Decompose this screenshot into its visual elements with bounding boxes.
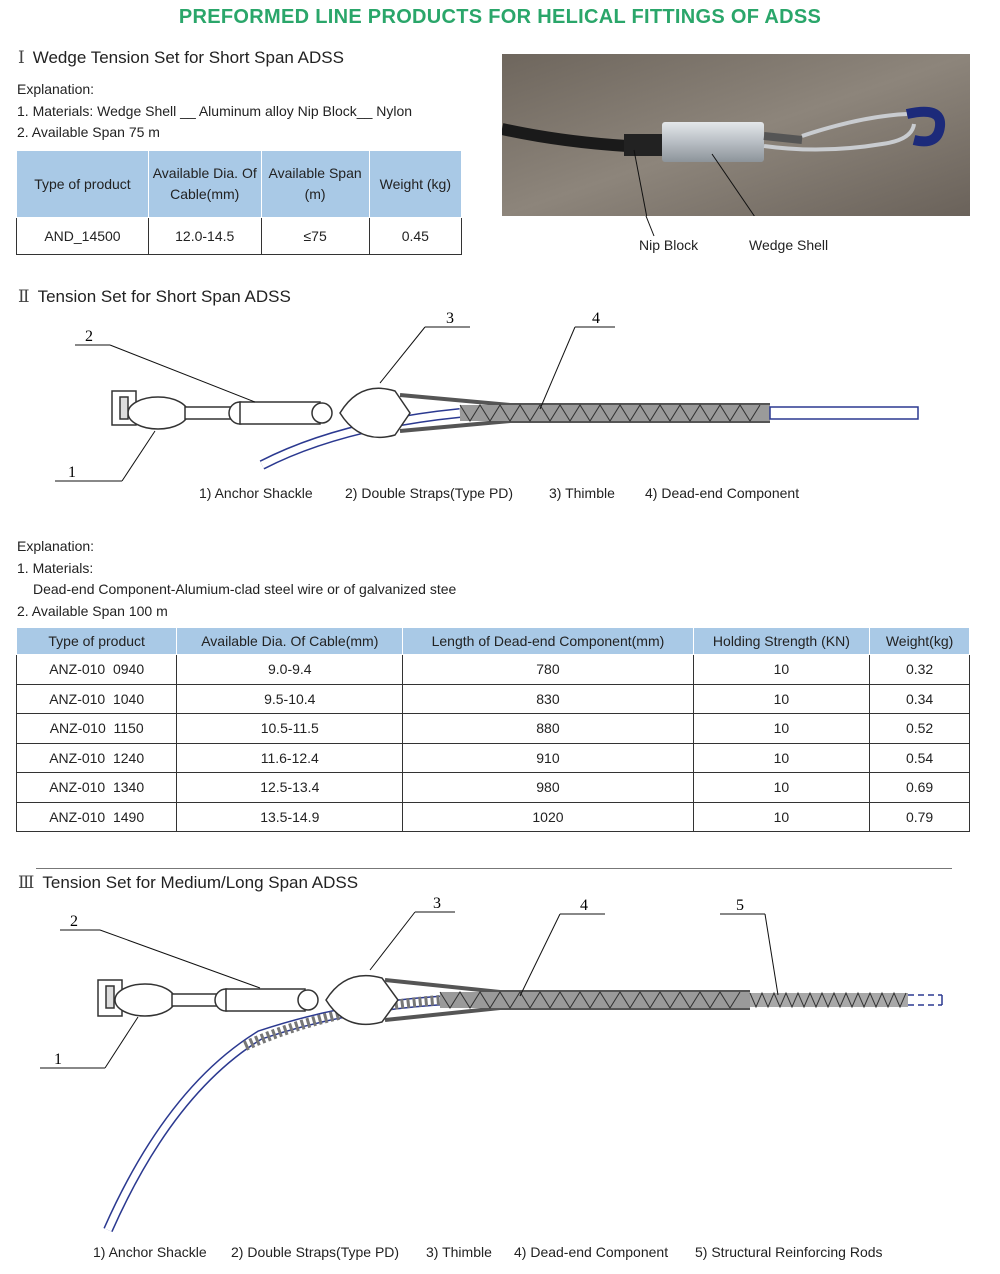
table-cell: 830 <box>403 684 693 714</box>
wedge-tension-table <box>16 150 462 255</box>
legend-3-item-4: 4) Dead-end Component <box>514 1244 669 1260</box>
long-span-tension-diagram <box>30 890 960 1240</box>
legend-3-item-2: 2) Double Straps(Type PD) <box>231 1244 400 1260</box>
table-row <box>17 743 970 773</box>
section-2-title: Tension Set for Short Span ADSS <box>37 287 291 306</box>
section-2-explanation <box>17 536 456 622</box>
section-1-explanation <box>17 79 412 144</box>
legend-2-item-3: 3) Thimble <box>549 485 615 501</box>
table-cell: 0.79 <box>870 802 970 832</box>
legend-3-item-3: 3) Thimble <box>426 1244 492 1260</box>
table-cell: 9.5-10.4 <box>177 684 403 714</box>
page-title: PREFORMED LINE PRODUCTS FOR HELICAL FITTINGS OF ADSS <box>178 6 822 28</box>
section-1-roman: Ⅰ <box>18 48 25 68</box>
table-cell: 980 <box>403 773 693 803</box>
wedge-shell-label: Wedge Shell <box>749 237 829 253</box>
table-cell: ANZ-010 1150 <box>17 714 177 744</box>
section-1-title: Wedge Tension Set for Short Span ADSS <box>32 48 344 67</box>
table-row <box>17 802 970 832</box>
table-cell: 910 <box>403 743 693 773</box>
table-cell: 0.54 <box>870 743 970 773</box>
span-line: 2. Available Span 100 m <box>17 602 168 619</box>
table-cell: 0.69 <box>870 773 970 803</box>
table-row <box>17 218 462 255</box>
section-divider <box>36 868 952 869</box>
callout-5: 5 <box>736 897 744 914</box>
callout-4: 4 <box>592 310 600 327</box>
double-straps-shape <box>172 989 318 1011</box>
callout-4: 4 <box>580 897 588 914</box>
table-cell: ANZ-010 1240 <box>17 743 177 773</box>
table-cell: 0.34 <box>870 684 970 714</box>
callout-3: 3 <box>433 895 441 912</box>
table-cell: 10 <box>693 743 869 773</box>
table-row <box>17 714 970 744</box>
table-cell: ANZ-010 1040 <box>17 684 177 714</box>
legend-2-item-4: 4) Dead-end Component <box>645 485 800 501</box>
table-cell: ANZ-010 1490 <box>17 802 177 832</box>
table-cell: 10 <box>693 655 869 685</box>
table-cell: ≤75 <box>261 218 369 255</box>
legend-2-item-1: 1) Anchor Shackle <box>199 485 313 501</box>
legend-3-item-1: 1) Anchor Shackle <box>93 1244 207 1260</box>
col-strength: Holding Strength (KN) <box>693 628 869 655</box>
double-straps-shape <box>185 402 332 424</box>
col-type: Type of product <box>17 628 177 655</box>
col-length: Length of Dead-end Component(mm) <box>403 628 693 655</box>
table-cell: 0.32 <box>870 655 970 685</box>
section-1-heading <box>18 48 344 68</box>
materials-detail: Dead-end Component-Alumium-clad steel wire or of galvanized stee <box>33 581 457 597</box>
table-cell: 12.5-13.4 <box>177 773 403 803</box>
section-2-heading <box>18 287 291 307</box>
table-cell: 10 <box>693 802 869 832</box>
nip-block-label: Nip Block <box>639 237 699 253</box>
table-cell: 10.5-11.5 <box>177 714 403 744</box>
col-type: Type of product <box>17 151 149 218</box>
section-2-roman: Ⅱ <box>18 287 30 307</box>
section-3-roman: Ⅲ <box>18 873 35 893</box>
short-span-tension-diagram <box>40 305 940 485</box>
wedge-clamp-photo <box>502 54 970 216</box>
table-cell: ANZ-010 0940 <box>17 655 177 685</box>
callout-1: 1 <box>68 464 76 481</box>
table-row <box>17 684 970 714</box>
callout-2: 2 <box>70 913 78 930</box>
materials-line: 1. Materials: Wedge Shell __ Aluminum alloy Nip Block__ Nylon <box>17 102 413 119</box>
col-weight: Weight(kg) <box>870 628 970 655</box>
span-line: 2. Available Span 75 m <box>17 124 160 140</box>
legend-3-item-5: 5) Structural Reinforcing Rods <box>695 1244 883 1260</box>
anchor-shackle-shape <box>98 980 175 1016</box>
table-cell: 9.0-9.4 <box>177 655 403 685</box>
table-cell: 10 <box>693 684 869 714</box>
col-span: Available Span (m) <box>261 151 369 218</box>
explanation-label: Explanation: <box>17 538 95 554</box>
explanation-label: Explanation: <box>17 81 95 97</box>
structural-reinforcing-rods-shape <box>750 993 908 1007</box>
table-cell: ANZ-010 1340 <box>17 773 177 803</box>
table-cell: AND_14500 <box>17 218 149 255</box>
callout-2: 2 <box>85 328 93 345</box>
table-cell: 10 <box>693 714 869 744</box>
col-weight: Weight (kg) <box>369 151 461 218</box>
table-cell: 0.45 <box>369 218 461 255</box>
callout-1: 1 <box>54 1051 62 1068</box>
col-dia: Available Dia. Of Cable(mm) <box>177 628 403 655</box>
table-cell: 780 <box>403 655 693 685</box>
nip-block-shape <box>624 134 666 156</box>
col-dia: Available Dia. Of Cable(mm) <box>148 151 261 218</box>
callout-3: 3 <box>446 310 454 327</box>
section-3-title: Tension Set for Medium/Long Span ADSS <box>42 873 359 892</box>
table-cell: 0.52 <box>870 714 970 744</box>
table-cell: 11.6-12.4 <box>177 743 403 773</box>
legend-2-item-2: 2) Double Straps(Type PD) <box>345 485 514 501</box>
anchor-shackle-shape <box>112 391 188 429</box>
table-cell: 10 <box>693 773 869 803</box>
table-cell: 1020 <box>403 802 693 832</box>
short-span-table <box>16 627 970 832</box>
table-cell: 880 <box>403 714 693 744</box>
table-cell: 13.5-14.9 <box>177 802 403 832</box>
materials-line: 1. Materials: <box>17 559 94 576</box>
table-cell: 12.0-14.5 <box>148 218 261 255</box>
table-row <box>17 773 970 803</box>
table-row <box>17 655 970 685</box>
